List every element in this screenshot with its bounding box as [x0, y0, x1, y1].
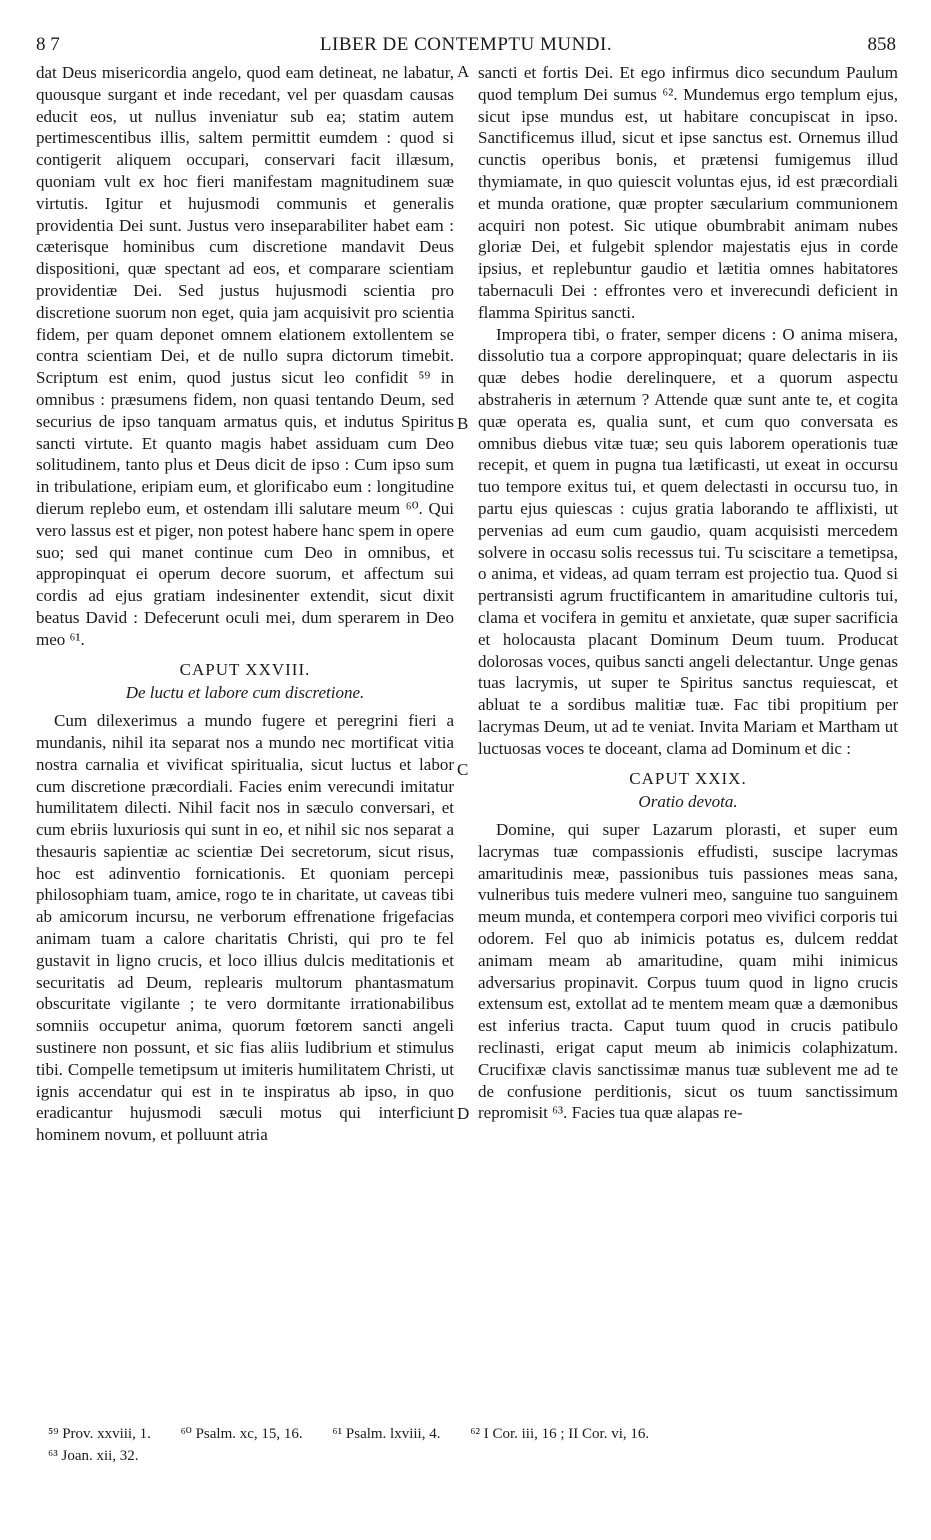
footnote-59: ⁵⁹ Prov. xxviii, 1.	[48, 1426, 151, 1442]
running-title: LIBER DE CONTEMPTU MUNDI.	[319, 34, 613, 55]
page-header	[36, 34, 896, 60]
right-paragraph-3: Domine, qui super Lazarum plorasti, et super eum lacrymas tuæ compassionis effudisti, suscipe lacrymas amaritudinis meæ, passionibus tuis passiones meas sana, vulneribus tuis medere vulneri meo, sanguine tuo sanguinem meum munda, et contempera corpori meo vivifici corporis tui odorem. Fel quo ab inimicis potatus es, dulcem reddat animam meam ab amaritudine, quam mihi inimicus adversarius propinavit. Corpus tuum quod in ligno crucis extensum est, extollat ad te mentem meam quæ a dæmonibus est inferius tracta. Caput tuum quod in crucis patibulo reclinasti, erigat caput meum ab inimicis colaphizatum. Crucifixæ clavis sanctissimæ manus tuæ sublevent me ad te de confusione perditionis, sicut os tuum sanctissimum repromisit ⁶³. Facies tua quæ alapas re-	[478, 820, 898, 1123]
chapter-28-subtitle: De luctu et labore cum discretione.	[125, 683, 365, 703]
left-page-number: 8 7	[36, 34, 60, 55]
footnote-63: ⁶³ Joan. xii, 32.	[48, 1448, 139, 1464]
margin-marker-b: B	[457, 414, 469, 433]
footnotes	[48, 1423, 908, 1467]
margin-marker-c: C	[457, 760, 469, 779]
left-column	[36, 62, 454, 1146]
chapter-29-heading: CAPUT XXIX.	[629, 768, 747, 788]
right-paragraph-2: Impropera tibi, o frater, semper dicens : O anima misera, dissolutio tua a corpore appropinquat; quare delectaris in iis quæ debes hodie derelinquere, et a quorum aspectu abstraheris in æternum ? Attende quæ sunt ante te, et cogita quæ operata es, qualia sunt, et cum quo conversata es omnibus diebus vitæ tuæ; seu quis laborem operationis tuæ recepit, et quem in pugna tua lætificasti, ut exeat in occursu tuo tempore exitus tui, et quem delectasti in occursu tuo, in partu ejus quiescas : cujus gratia laborando te afflixisti, ut pervenias ad eum cum gaudio, quam acquisisti mercedem solvere in occasu solis recessus tui. Tu sciscitare a temetipsa, o anima, et videas, ad quam terram est projectio tua. Quod si pertransisti agrum fructificantem in amaritudine cultoris tui, clama et vocifera in gemitu et anxietate, quæ super sacrificia et holocausta placant Dominum Deum tuum. Producat dolorosas voces, quibus sancti angeli delectantur. Unge genas tuas lacrymis, ut super te Spiritus sanctus requiescat, et abluat te a sordibus malitiæ tuæ. Fac tibi propitium per lacrymas Deum, ut ad te veniat. Invita Mariam et Martham ut luctuosas voces te doceant, clama ad Dominum et dic :	[478, 324, 898, 758]
right-column	[478, 62, 898, 1124]
footnote-60: ⁶⁰ Psalm. xc, 15, 16.	[180, 1426, 303, 1442]
footnote-61: ⁶¹ Psalm. lxviii, 4.	[332, 1426, 441, 1442]
left-paragraph-2: Cum dilexerimus a mundo fugere et peregrini fieri a mundanis, nihil ita separat nos a mundo nec mortificat vitia nostra carnalia et vivificat spiritualia, sicut luctus et labor cum discretione præcordiali. Facies enim verecundi imitatur humilitatem dilecti. Nihil facit nos in sæculo conversari, et cum ebriis luxuriosis qui sunt in eo, et nihil sic nos separat a thesauris sapientiæ ac scientiæ Dei secretorum, sicut risus, hoc est adinventio fornicationis. Et quoniam percepi philosophiam tuam, amice, rogo te in charitate, ut caveas tibi ab amicorum incursu, ne verborum effrenatione frigefacias animam tuam a calore charitatis Christi, qui pro te fel gustavit in ligno crucis, et loco illius dulcis meditationis et securitatis ad Deum, replearis multorum phantasmatum obscuritate vigilante ; te vero dormitante irrationabilibus somniis occupetur anima, quorum fœtorem sancti angeli sustinere non possunt, et sic fias aliis ludibrium et stimulus tibi. Compelle temetipsum ut imiteris humilitatem Christi, ut ignis accendatur qui est in te inspiratus ab ipso, in quo eradicantur hujusmodi sæculi motus qui interficiunt hominem novum, et polluunt atria	[36, 711, 454, 1145]
chapter-28-heading: CAPUT XXVIII.	[179, 659, 311, 679]
margin-marker-d: D	[457, 1104, 470, 1123]
right-page-number: 858	[867, 34, 896, 55]
right-paragraph-1: sancti et fortis Dei. Et ego infirmus dico secundum Paulum quod templum Dei sumus ⁶². Mundemus ergo templum ejus, sicut ipse mundus est, ut habitare concupiscat in ipso. Sanctificemus illud, sicut et ipse sanctus est. Ornemus illud cunctis operibus bonis, et prætensi fumigemus illud thymiamate, in quo quiescit voluntas ejus, id est præcordiali et munda oratione, quæ propter sæcularium communionem acquiri non potest. Sic utique obumbrabit animam nubes gloriæ Dei, et fulgebit splendor majestatis ejus in corde ipsius, et replebuntur gaudio et lætitia omnes habitatores tabernaculi Dei : effrontes vero et inverecundi deficient in flamma Spiritus sancti.	[478, 63, 898, 322]
margin-marker-a: A	[457, 62, 470, 81]
chapter-29-subtitle: Oratio devota.	[638, 792, 738, 812]
footnote-62: ⁶² I Cor. iii, 16 ; II Cor. vi, 16.	[470, 1426, 650, 1442]
left-paragraph-1: dat Deus misericordia angelo, quod eam detineat, ne labatur, quousque surgant et inde recedant, vel per quasdam causas educit eos, ut nullus inveniatur sub ea; statim autem pertimescentibus illis, saltem permittit eumdem : quod si contigerit aliquem occupari, conservari facit illæsum, quoniam vult ex hoc fieri manifestam magnitudinem suæ virtutis. Igitur et hujusmodi communis et generalis providentia Dei sunt. Justus vero inseparabiliter habet eam : cæterisque hominibus cum discretione mandavit Deus dispositioni, quæ spectant ad eos, et comparare scientiam providentiæ Dei. Sed justus hujusmodi scientia pro discretione suorum non eget, quia jam acquisivit pro scientia fidem, per quam deponet omnem elationem extollentem se contra scientiam Dei, et de nullo supra dictorum timebit. Scriptum est enim, quod justus sicut leo confidit ⁵⁹ in omnibus : præsumens fidem, non quasi tentando Deum, sed securius de ipso tanquam armatus quis, et indutus Spiritus sancti virtute. Et quanto magis habet assiduam cum Deo solitudinem, tanto plus et Deus dicit de ipso : Cum ipso sum in tribulatione, eripiam eum, et glorificabo eum : longitudine dierum replebo eum, et ostendam illi salutare meum ⁶⁰. Qui vero lassus est et piger, non potest habere hanc spem in opere suo; sed qui manet continue cum Deo in omnibus, et appropinquat ei operum decore suorum, et affectum sui cordis ad ejus gratiam indesinenter extendit, sicut dixit beatus David : Defecerunt oculi mei, dum sperarem in Deo meo ⁶¹.	[36, 63, 454, 649]
